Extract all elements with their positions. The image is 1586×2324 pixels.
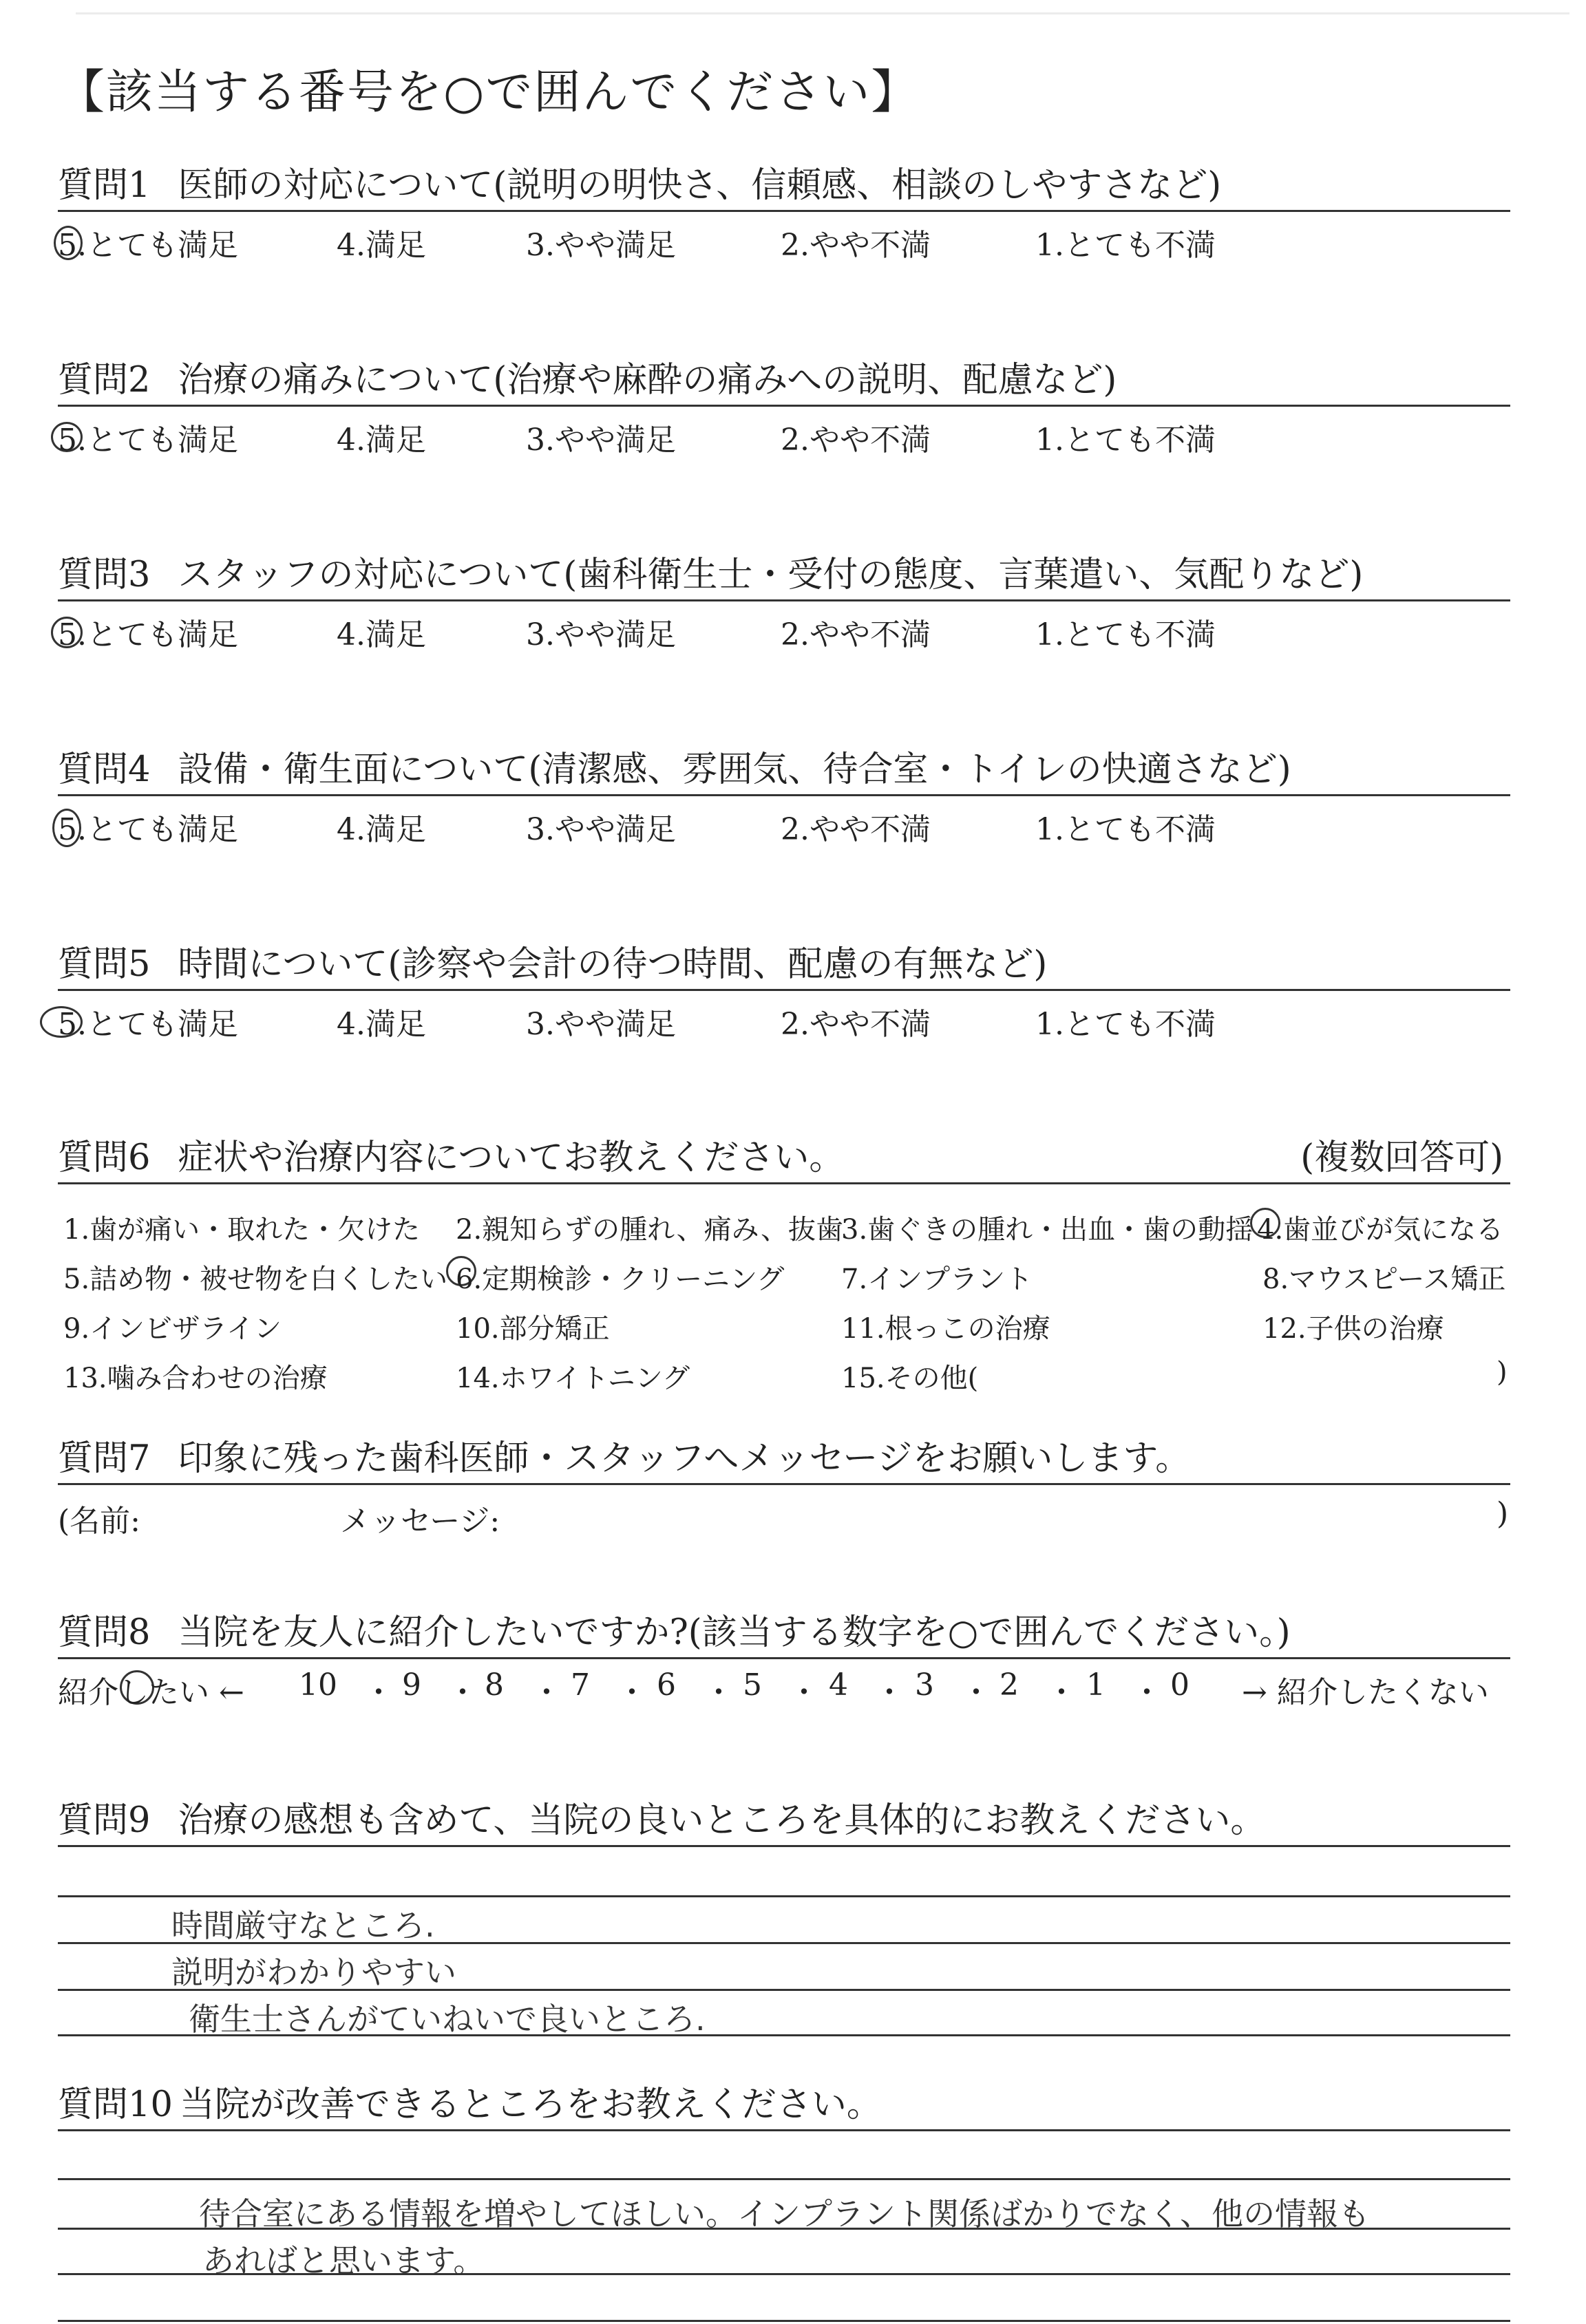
scale-dot: ・ [1046, 1675, 1077, 1710]
scale-8[interactable]: 8 [485, 1667, 504, 1703]
question-6-text: 症状や治療内容についてお教えください。 [178, 1138, 845, 1178]
option-4[interactable]: 4.満足 [337, 617, 426, 652]
option-3[interactable]: 3.やや満足 [526, 228, 676, 263]
question-5-options [58, 991, 1510, 1049]
question-1-options [58, 212, 1510, 270]
question-5-number: 質問5 [58, 944, 151, 985]
scale-dot: ・ [531, 1675, 562, 1710]
option-5[interactable]: 5.とても満足 [58, 1007, 238, 1042]
question-4-number: 質問4 [58, 749, 151, 790]
symptom-item-12[interactable]: 12.子供の治療 [1262, 1313, 1444, 1345]
option-3[interactable]: 3.やや満足 [526, 617, 676, 652]
symptom-item-6[interactable]: 6.定期検診・クリーニング [456, 1264, 785, 1295]
question-4-title [58, 746, 1510, 796]
question-7-title [58, 1435, 1510, 1485]
handwritten-answer: 待合室にある情報を増やしてほしい。インプラント関係ばかりでなく、他の情報も [199, 2195, 1371, 2232]
scale-0[interactable]: 0 [1170, 1667, 1190, 1703]
handwritten-answer: 時間厳守なところ. [171, 1907, 435, 1944]
scale-3[interactable]: 3 [915, 1667, 934, 1703]
question-8 [58, 1609, 1510, 1714]
symptom-item-15[interactable]: 15.その他( [841, 1363, 979, 1394]
question-7-fields [58, 1485, 1510, 1539]
question-2-number: 質問2 [58, 360, 151, 401]
symptom-item-3[interactable]: 3.歯ぐきの腫れ・出血・歯の動揺 [841, 1214, 1254, 1246]
question-5-title [58, 941, 1510, 991]
question-10 [58, 2081, 1510, 2324]
scale-dot: ・ [704, 1675, 734, 1710]
question-2 [58, 356, 1510, 465]
question-9-number: 質問9 [58, 1800, 151, 1841]
recommend-scale [58, 1659, 1510, 1714]
option-2[interactable]: 2.やや不満 [781, 617, 931, 652]
question-3-number: 質問3 [58, 555, 151, 595]
option-4[interactable]: 4.満足 [337, 812, 426, 847]
handwritten-answer: あればと思います。 [202, 2242, 485, 2279]
scale-2[interactable]: 2 [1000, 1667, 1019, 1703]
option-2[interactable]: 2.やや不満 [781, 812, 931, 847]
symptom-item-9[interactable]: 9.インビザライン [63, 1313, 282, 1345]
question-5 [58, 941, 1510, 1049]
question-6-title [58, 1134, 1510, 1184]
message-close-paren: ) [1497, 1496, 1509, 1531]
symptom-item-13[interactable]: 13.噛み合わせの治療 [63, 1363, 328, 1394]
scale-dot: ・ [1132, 1675, 1162, 1710]
question-3-title [58, 551, 1510, 601]
scale-9[interactable]: 9 [402, 1667, 421, 1703]
question-10-answer-area [58, 2131, 1510, 2324]
scale-10[interactable]: 10 [299, 1667, 337, 1703]
option-1[interactable]: 1.とても不満 [1035, 812, 1216, 847]
question-6 [58, 1134, 1510, 1394]
recommend-label-left: 紹介したい ← [58, 1675, 244, 1710]
option-2[interactable]: 2.やや不満 [781, 228, 931, 263]
option-3[interactable]: 3.やや満足 [526, 423, 676, 458]
option-4[interactable]: 4.満足 [337, 1007, 426, 1042]
symptom-item-5[interactable]: 5.詰め物・被せ物を白くしたい [63, 1264, 448, 1295]
scale-dot: ・ [363, 1675, 394, 1710]
question-4-text: 設備・衛生面について(清潔感、雰囲気、待合室・トイレの快適さなど) [178, 749, 1291, 790]
question-2-options [58, 407, 1510, 465]
option-5[interactable]: 5.とても満足 [58, 423, 238, 458]
scale-dot: ・ [874, 1675, 905, 1710]
form-instructions: 【該当する番号を○で囲んでください】 [58, 65, 920, 120]
question-3-options [58, 601, 1510, 659]
question-2-title [58, 356, 1510, 407]
option-3[interactable]: 3.やや満足 [526, 1007, 676, 1042]
question-7-number: 質問7 [58, 1438, 151, 1479]
scale-dot: ・ [789, 1675, 819, 1710]
option-1[interactable]: 1.とても不満 [1035, 617, 1216, 652]
question-2-text: 治療の痛みについて(治療や麻酔の痛みへの説明、配慮など) [178, 360, 1117, 401]
question-5-text: 時間について(診察や会計の待つ時間、配慮の有無など) [178, 944, 1048, 985]
option-1[interactable]: 1.とても不満 [1035, 1007, 1216, 1042]
symptom-item-8[interactable]: 8.マウスピース矯正 [1262, 1264, 1506, 1295]
symptom-item-10[interactable]: 10.部分矯正 [456, 1313, 610, 1345]
question-10-text: 当院が改善できるところをお教えください。 [179, 2085, 882, 2125]
name-label: (名前: [58, 1504, 140, 1539]
recommend-label-right: → 紹介したくない [1242, 1675, 1489, 1710]
survey-form [58, 55, 1510, 2324]
answer-line [58, 1895, 1510, 1897]
option-3[interactable]: 3.やや満足 [526, 812, 676, 847]
symptom-item-4[interactable]: 4.歯並びが気になる [1257, 1214, 1504, 1246]
scale-4[interactable]: 4 [829, 1667, 848, 1703]
question-1-number: 質問1 [58, 165, 151, 206]
scale-5[interactable]: 5 [743, 1667, 762, 1703]
handwritten-answer: 説明がわかりやすい [171, 1954, 456, 1991]
answer-line [58, 2178, 1510, 2180]
question-4-options [58, 796, 1510, 854]
question-10-title [58, 2081, 1510, 2131]
option-2[interactable]: 2.やや不満 [781, 1007, 931, 1042]
scale-7[interactable]: 7 [571, 1667, 590, 1703]
message-label: メッセージ: [340, 1504, 500, 1539]
question-8-number: 質問8 [58, 1612, 151, 1653]
question-9-answer-area [58, 1847, 1510, 2037]
question-6-number: 質問6 [58, 1138, 151, 1178]
answer-line [58, 2320, 1510, 2322]
multiple-answers-note: (複数回答可) [1300, 1138, 1503, 1178]
option-1[interactable]: 1.とても不満 [1035, 423, 1216, 458]
question-9-title [58, 1797, 1510, 1847]
symptom-item-2[interactable]: 2.親知らずの腫れ、痛み、抜歯 [456, 1214, 843, 1246]
scale-dot: ・ [961, 1675, 991, 1710]
question-7 [58, 1435, 1510, 1539]
question-9 [58, 1797, 1510, 2037]
question-3 [58, 551, 1510, 659]
question-8-title [58, 1609, 1510, 1659]
question-4 [58, 746, 1510, 854]
option-2[interactable]: 2.やや不満 [781, 423, 931, 458]
option-5[interactable]: 5.とても満足 [58, 228, 238, 263]
symptom-item-11[interactable]: 11.根っこの治療 [841, 1313, 1050, 1345]
question-1 [58, 162, 1510, 270]
symptom-item-1[interactable]: 1.歯が痛い・取れた・欠けた [63, 1214, 421, 1246]
question-9-text: 治療の感想も含めて、当院の良いところを具体的にお教えください。 [178, 1800, 1266, 1841]
other-close-paren: ) [1497, 1356, 1508, 1388]
scale-1[interactable]: 1 [1086, 1667, 1106, 1703]
handwritten-answer: 衛生士さんがていねいで良いところ. [189, 2001, 706, 2038]
question-6-checklist [58, 1194, 1510, 1394]
option-5[interactable]: 5.とても満足 [58, 812, 238, 847]
question-3-text: スタッフの対応について(歯科衛生士・受付の態度、言葉遣い、気配りなど) [178, 555, 1364, 595]
question-1-title [58, 162, 1510, 212]
symptom-item-7[interactable]: 7.インプラント [841, 1264, 1033, 1295]
top-border [76, 12, 1569, 14]
question-7-text: 印象に残った歯科医師・スタッフへメッセージをお願いします。 [178, 1438, 1191, 1479]
question-10-number: 質問10 [58, 2085, 173, 2125]
option-1[interactable]: 1.とても不満 [1035, 228, 1216, 263]
question-8-text: 当院を友人に紹介したいですか?(該当する数字を○で囲んでください。) [178, 1612, 1291, 1653]
scale-6[interactable]: 6 [657, 1667, 676, 1703]
option-4[interactable]: 4.満足 [337, 228, 426, 263]
symptom-item-14[interactable]: 14.ホワイトニング [456, 1363, 690, 1394]
question-1-text: 医師の対応について(説明の明快さ、信頼感、相談のしやすさなど) [178, 165, 1222, 206]
option-4[interactable]: 4.満足 [337, 423, 426, 458]
scale-dot: ・ [447, 1675, 478, 1710]
scale-dot: ・ [617, 1675, 647, 1710]
option-5[interactable]: 5.とても満足 [58, 617, 238, 652]
